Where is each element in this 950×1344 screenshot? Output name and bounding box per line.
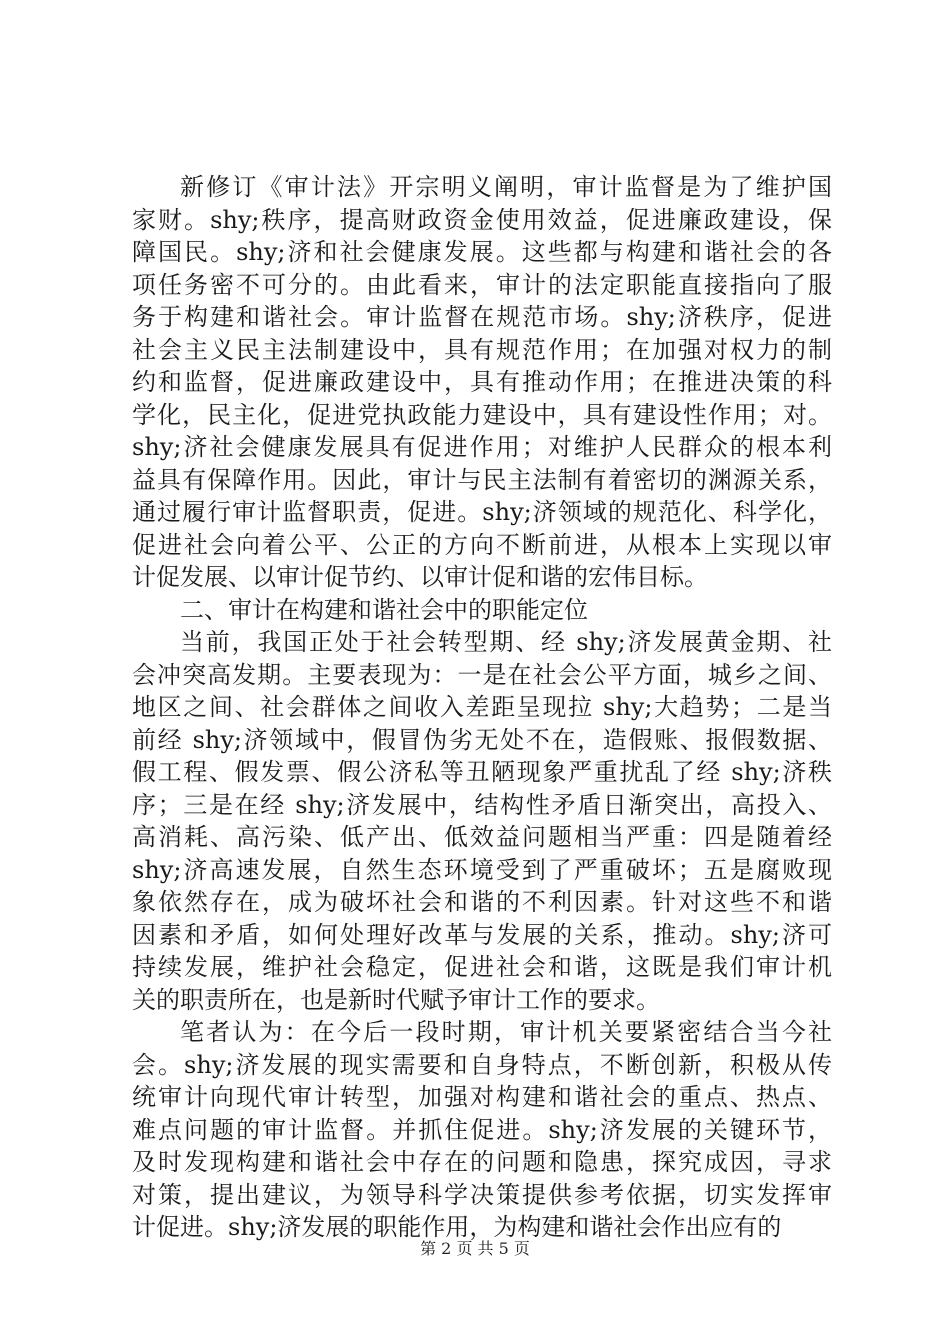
text-line: 会冲突高发期。主要表现为：一是在社会公平方面，城乡之间、 — [132, 660, 832, 689]
text-line: 务于构建和谐社会。审计监督在规范市场。shy;济秩序，促进 — [132, 303, 832, 331]
page-footer: 第 2 页 共 5 页 — [420, 1239, 530, 1258]
section-heading — [132, 594, 832, 627]
text-line: 统审计向现代审计转型，加强对构建和谐社会的重点、热点、 — [132, 1083, 832, 1111]
text-line: 当前，我国正处于社会转型期、经 shy;济发展黄金期、社 — [180, 628, 832, 656]
text-line: 约和监督，促进廉政建设中，具有推动作用；在推进决策的科 — [132, 368, 832, 396]
text-line: 学化，民主化，促进党执政能力建设中，具有建设性作用；对。 — [132, 400, 832, 429]
text-line: 促进社会向着公平、公正的方向不断前进，从根本上实现以审 — [132, 530, 832, 559]
text-line: shy;济高速发展，自然生态环境受到了严重破坏；五是腐败现 — [132, 855, 832, 884]
text-line: 序；三是在经 shy;济发展中，结构性矛盾日渐突出，高投入、 — [132, 790, 832, 819]
paragraph — [132, 1016, 832, 1244]
text-line: 前经 shy;济领域中，假冒伪劣无处不在，造假账、报假数据、 — [132, 725, 832, 754]
text-line: 持续发展，维护社会稳定，促进社会和谐，这既是我们审计机 — [132, 953, 832, 981]
text-line: 对策，提出建议，为领导科学决策提供参考依据，切实发挥审 — [132, 1180, 832, 1209]
text-line: 社会主义民主法制建设中，具有规范作用；在加强对权力的制 — [132, 335, 832, 364]
text-line: 家财。shy;秩序，提高财政资金使用效益，促进廉政建设，保 — [132, 205, 832, 234]
text-line: 假工程、假发票、假公济私等丑陋现象严重扰乱了经 shy;济秩 — [132, 758, 832, 786]
text-line: 计促进。shy;济发展的职能作用，为构建和谐社会作出应有的 — [132, 1213, 782, 1241]
text-line: 新修订《审计法》开宗明义阐明，审计监督是为了维护国 — [180, 173, 832, 201]
text-line: 益具有保障作用。因此，审计与民主法制有着密切的渊源关系， — [132, 465, 832, 494]
text-line: 障国民。shy;济和社会健康发展。这些都与构建和谐社会的各 — [132, 238, 832, 266]
text-line: 关的职责所在，也是新时代赋予审计工作的要求。 — [132, 985, 660, 1014]
paragraph — [132, 171, 832, 594]
text-line: 地区之间、社会群体之间收入差距呈现拉 shy;大趋势；二是当 — [132, 693, 832, 721]
text-line: 因素和矛盾，如何处理好改革与发展的关系，推动。shy;济可 — [132, 920, 832, 949]
text-line: shy;济社会健康发展具有促进作用；对维护人民群众的根本利 — [132, 433, 832, 461]
text-line: 笔者认为：在今后一段时期，审计机关要紧密结合当今社 — [180, 1018, 832, 1046]
heading-line: 二、审计在构建和谐社会中的职能定位 — [180, 595, 588, 624]
text-line: 通过履行审计监督职责，促进。shy;济领域的规范化、科学化， — [132, 498, 832, 526]
paragraph — [132, 626, 832, 1016]
text-line: 难点问题的审计监督。并抓住促进。shy;济发展的关键环节， — [132, 1115, 832, 1144]
document-body — [132, 171, 832, 1244]
text-line: 象依然存在，成为破坏社会和谐的不利因素。针对这些不和谐 — [132, 888, 832, 916]
text-line: 及时发现构建和谐社会中存在的问题和隐患，探究成因，寻求 — [132, 1148, 832, 1176]
text-line: 高消耗、高污染、低产出、低效益问题相当严重：四是随着经 — [132, 823, 832, 851]
text-line: 项任务密不可分的。由此看来，审计的法定职能直接指向了服 — [132, 270, 832, 299]
text-line: 计促发展、以审计促节约、以审计促和谐的宏伟目标。 — [132, 563, 708, 591]
text-line: 会。shy;济发展的现实需要和自身特点，不断创新，积极从传 — [132, 1050, 832, 1079]
